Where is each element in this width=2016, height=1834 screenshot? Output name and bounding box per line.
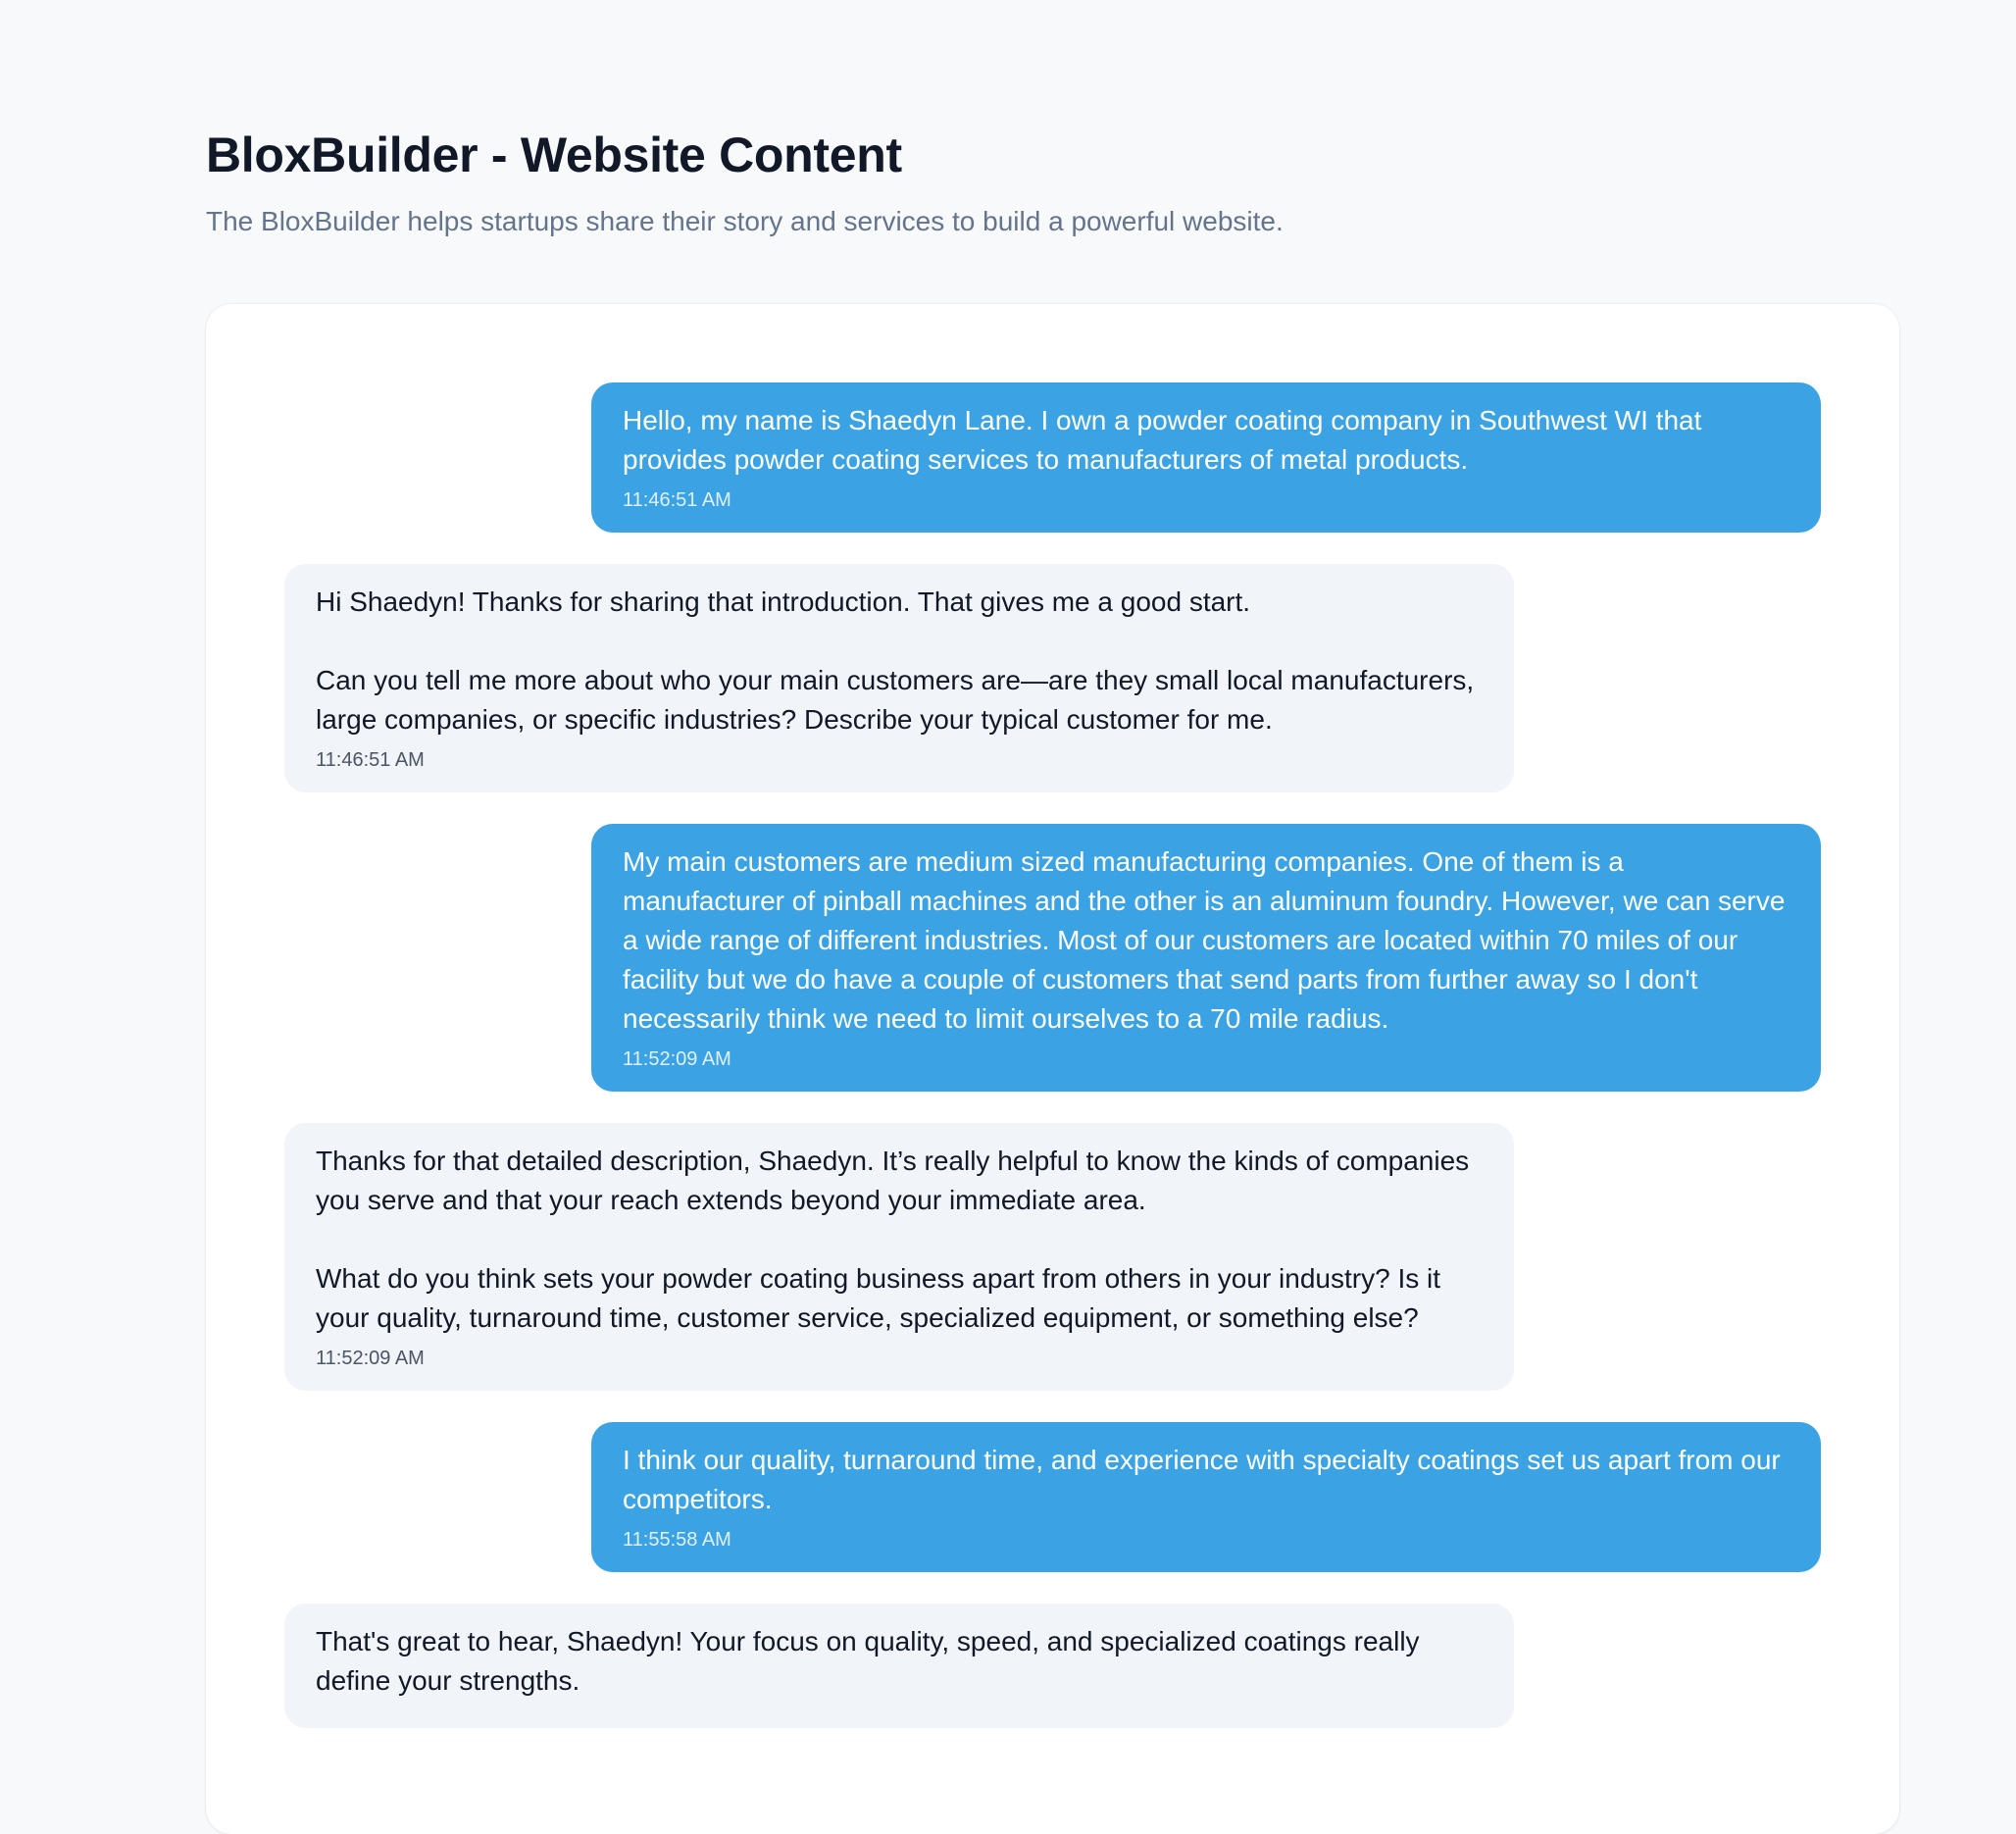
assistant-message [284, 1123, 1514, 1391]
message-timestamp: 11:55:58 AM [623, 1529, 731, 1551]
message-list [284, 382, 1821, 1728]
user-message [591, 382, 1821, 533]
chat-panel[interactable] [206, 304, 1899, 1834]
assistant-message [284, 1604, 1514, 1728]
message-text: That's great to hear, Shaedyn! Your focus on quality, speed, and specialized coatings really define your strengths. [316, 1626, 1428, 1696]
message-text: Hello, my name is Shaedyn Lane. I own a powder coating company in Southwest WI that provides powder coating services to manufacturers of metal products. [623, 405, 1710, 475]
message-timestamp: 11:52:09 AM [623, 1048, 731, 1070]
message-timestamp: 11:46:51 AM [623, 489, 731, 511]
assistant-message [284, 564, 1514, 792]
message-timestamp: 11:52:09 AM [316, 1348, 425, 1369]
page-subtitle: The BloxBuilder helps startups share their story and services to build a powerful website. [206, 206, 1284, 236]
message-timestamp: 11:46:51 AM [316, 749, 425, 771]
message-text: My main customers are medium sized manufacturing companies. One of them is a manufacturer of pinball machines and the other is an aluminum foundry. However, we can serve a wide range of different industries. Most of our customers are located within 70 miles of our facility but we do have a couple of customers that send parts from further away so I don't necessarily think we need to limit ourselves to a 70 mile radius. [623, 846, 1793, 1034]
user-message [591, 1422, 1821, 1572]
page-header [206, 123, 1873, 240]
user-message [591, 824, 1821, 1092]
message-text: Hi Shaedyn! Thanks for sharing that introduction. That gives me a good start. Can you tell me more about who your main customers are—are they small local manufacturers, large companies, or specific industries? Describe your typical customer for me. [316, 586, 1475, 735]
message-text: I think our quality, turnaround time, and experience with specialty coatings set us apart from our competitors. [623, 1445, 1789, 1514]
message-text: Thanks for that detailed description, Shaedyn. It’s really helpful to know the kinds of companies you serve and that your reach extends beyond your immediate area. What do you think sets your powder coating business apart from others in your industry? Is it your quality, turnaround time, customer service, specialized equipment, or something else? [316, 1146, 1470, 1333]
page-title: BloxBuilder - Website Content [206, 127, 902, 182]
